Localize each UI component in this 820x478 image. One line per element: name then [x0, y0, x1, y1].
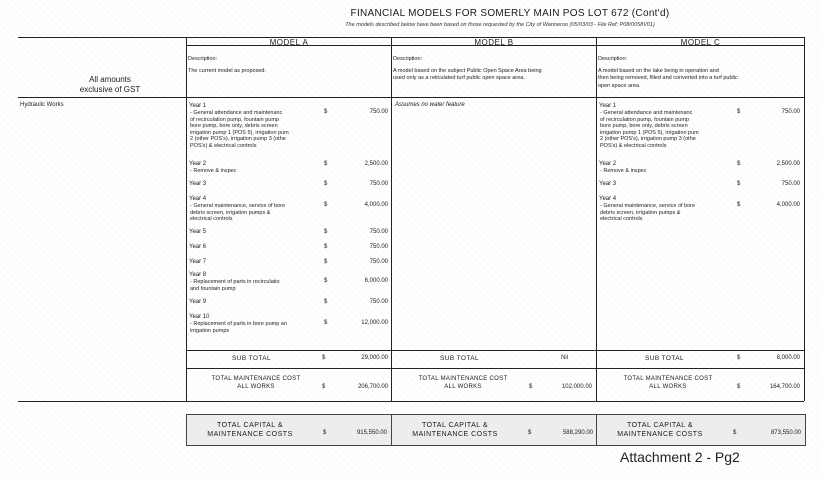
capital-label-line-2: MAINTENANCE COSTS: [617, 430, 703, 438]
year-amount: 750.00: [369, 299, 388, 305]
amounts-label: [55, 75, 165, 95]
model-b-capital-box: [391, 414, 598, 446]
year-amount: 750.00: [369, 229, 388, 235]
model-b-capital-dollar: $: [528, 430, 532, 436]
model-a-subtotal-value: 29,000.00: [361, 355, 388, 361]
model-b-subtotal-label: SUB TOTAL: [440, 355, 480, 362]
year-amount: 750.00: [369, 109, 388, 115]
model-a-capital-box: [186, 414, 392, 446]
description-label: Description:: [188, 56, 218, 62]
model-b-total-maintenance-label: [403, 376, 523, 391]
model-c-capital-value: 873,550.00: [770, 430, 801, 436]
model-c-capital-box: [596, 414, 806, 446]
year-label: Year 10: [189, 314, 210, 320]
description-label: Description:: [393, 56, 423, 62]
year-label: Year 4: [599, 196, 617, 202]
year-description-line: POS's) & electrical controls: [190, 142, 257, 149]
capital-label-line-1: TOTAL CAPITAL &: [421, 422, 489, 429]
maintenance-row-border: [186, 368, 804, 369]
year-description-line: - Replacement of parts in recirculatio: [190, 279, 280, 285]
year-dollar-sign: $: [737, 161, 741, 167]
description-text-line-1: A model based on the subject Public Open Space Area being: [393, 67, 542, 74]
model-c-capital-label: [605, 422, 715, 439]
year-description-line: 2 (other POS's), irrigation pump 3 (othe: [600, 136, 696, 142]
document-title: FINANCIAL MODELS FOR SOMERLY MAIN POS LOT 672 (Cont'd): [350, 8, 670, 19]
description-text-line-2: then being removed, filled and converted into a turf public: [598, 75, 738, 81]
model-c-subtotal-dollar: $: [737, 355, 741, 361]
model-b-row-note: Assumes no water feature: [395, 102, 465, 108]
model-b-description: [393, 56, 593, 83]
year-dollar-sign: $: [324, 229, 328, 235]
table-right-border: [804, 37, 805, 401]
model-a-total-maintenance-value: 206,700.00: [357, 384, 388, 390]
year-description-line: - Remove & inspec: [600, 168, 647, 174]
capital-label-line-2: MAINTENANCE COSTS: [412, 430, 498, 438]
year-description-line: 2 (other POS's), irrigation pump 3 (othe: [190, 136, 286, 142]
year-description-line: irrigation pump 1 (POS 5), irrigation pum: [190, 129, 289, 136]
row-label-hydraulic-works: Hydraulic Works: [20, 102, 64, 108]
year-description-line: electrical controls: [600, 216, 643, 222]
year-amount: 2,500.00: [776, 161, 800, 167]
year-dollar-sign: $: [324, 244, 328, 250]
column-divider-a: [186, 37, 187, 401]
capital-label-line-1: TOTAL CAPITAL &: [626, 422, 694, 429]
year-description-line: of recirculation pump, fountain pump: [600, 116, 689, 123]
year-label: Year 5: [189, 229, 207, 235]
total-maintenance-line-2: ALL WORKS: [444, 383, 482, 390]
document-subtitle: The models described below have been based on those requested by the City of Wanneroo (05/03/03 - File Ref: P08/0058V01): [345, 22, 655, 28]
year-label: Year 2: [189, 161, 207, 167]
column-divider-c: [596, 37, 597, 401]
model-c-header: MODEL C: [680, 38, 721, 47]
description-text-line-2: used only as a reticulated turf public open space area.: [393, 75, 525, 81]
year-description-line: - General attendance and maintenanc: [600, 110, 693, 116]
year-label: Year 9: [189, 299, 207, 305]
amounts-label-line-1: All amounts: [89, 75, 131, 84]
year-amount: 750.00: [369, 244, 388, 250]
year-amount: 750.00: [781, 181, 800, 187]
model-a-subtotal-dollar: $: [322, 355, 326, 361]
year-amount: 750.00: [781, 109, 800, 115]
model-c-description: [598, 56, 802, 90]
total-maintenance-line-1: TOTAL MAINTENANCE COST: [623, 376, 713, 382]
model-b-total-maintenance-value: 102,000.00: [561, 384, 592, 390]
year-label: Year 6: [189, 244, 207, 250]
amounts-label-line-2: exclusive of GST: [79, 85, 141, 94]
attachment-page-label: Attachment 2 - Pg2: [620, 449, 740, 465]
year-label: Year 8: [189, 272, 207, 278]
model-a-header: MODEL A: [269, 38, 309, 47]
model-b-header: MODEL B: [474, 38, 514, 47]
year-label: Year 3: [189, 181, 207, 187]
year-amount: 750.00: [369, 181, 388, 187]
model-c-capital-dollar: $: [733, 430, 737, 436]
year-amount: 12,000.00: [361, 320, 388, 326]
year-dollar-sign: $: [737, 202, 741, 208]
model-c-total-maintenance-dollar: $: [737, 384, 741, 390]
year-dollar-sign: $: [737, 109, 741, 115]
total-maintenance-line-2: ALL WORKS: [237, 383, 275, 390]
model-b-total-maintenance-dollar: $: [529, 384, 533, 390]
year-label: Year 1: [599, 103, 617, 109]
year-description-line: of recirculation pump, fountain pump: [190, 116, 279, 123]
column-divider-b: [391, 37, 392, 401]
model-a-capital-label: [195, 422, 305, 439]
model-a-capital-dollar: $: [323, 430, 327, 436]
description-text-line-3: open space area.: [598, 82, 641, 89]
year-label: Year 4: [189, 196, 207, 202]
model-c-subtotal-value: 8,000.00: [776, 355, 800, 361]
year-label: Year 2: [599, 161, 617, 167]
year-description-line: irrigation pump 1 (POS 5), irrigation pum: [600, 129, 699, 136]
model-b-capital-label: [400, 422, 510, 439]
year-description-line: POS's) & electrical controls: [600, 142, 667, 149]
year-description-line: electrical controls: [190, 216, 233, 222]
year-label: Year 3: [599, 181, 617, 187]
total-maintenance-line-1: TOTAL MAINTENANCE COST: [418, 376, 508, 382]
capital-label-line-1: TOTAL CAPITAL &: [216, 422, 284, 429]
year-dollar-sign: $: [324, 320, 328, 326]
subtotal-row-border: [186, 350, 804, 351]
year-amount: 2,500.00: [364, 161, 388, 167]
description-text: The current model as proposed.: [188, 67, 266, 74]
model-c-subtotal-label: SUB TOTAL: [645, 355, 685, 362]
year-description-line: debris screen, irrigation pumps &: [600, 209, 681, 216]
year-description-line: - General maintenance, service of bore: [600, 203, 696, 209]
model-c-total-maintenance-value: 164,700.00: [769, 384, 800, 390]
model-a-description: [188, 56, 388, 75]
year-dollar-sign: $: [324, 202, 328, 208]
year-description-line: - General maintenance, service of bore: [190, 203, 286, 209]
model-a-total-maintenance-dollar: $: [322, 384, 326, 390]
year-dollar-sign: $: [324, 299, 328, 305]
description-label: Description:: [598, 56, 628, 62]
table-bottom-border: [18, 401, 804, 402]
year-label: Year 1: [189, 103, 207, 109]
year-dollar-sign: $: [737, 181, 741, 187]
year-description-line: debris screen, irrigation pumps &: [190, 209, 271, 216]
model-b-subtotal-value: Nil: [561, 355, 568, 361]
total-maintenance-line-1: TOTAL MAINTENANCE COST: [211, 376, 301, 382]
total-maintenance-line-2: ALL WORKS: [649, 383, 687, 390]
model-a-subtotal-label: SUB TOTAL: [232, 355, 272, 362]
model-b-capital-value: 588,290.00: [562, 430, 593, 436]
year-description-line: irrigation pumps: [190, 327, 230, 334]
year-dollar-sign: $: [324, 109, 328, 115]
year-label: Year 7: [189, 259, 207, 265]
year-dollar-sign: $: [324, 259, 328, 265]
year-dollar-sign: $: [324, 181, 328, 187]
year-description-line: and fountain pump: [190, 285, 236, 292]
description-text-line-1: A model based on the lake being in operation and: [598, 67, 719, 74]
capital-label-line-2: MAINTENANCE COSTS: [207, 430, 293, 438]
model-a-total-maintenance-label: [196, 376, 316, 391]
year-amount: 750.00: [369, 259, 388, 265]
year-amount: 6,000.00: [364, 278, 388, 284]
year-description-line: bore pump, bore only, debris screen: [600, 123, 688, 129]
description-row-border: [18, 97, 804, 98]
year-dollar-sign: $: [324, 161, 328, 167]
year-dollar-sign: $: [324, 278, 328, 284]
model-a-capital-value: 915,550.00: [356, 430, 387, 436]
year-description-line: bore pump, bore only, debris screen: [190, 123, 278, 129]
year-amount: 4,000.00: [364, 202, 388, 208]
model-c-total-maintenance-label: [608, 376, 728, 391]
year-description-line: - General attendance and maintenanc: [190, 110, 283, 116]
year-description-line: - Replacement of parts in bore pump an: [190, 321, 287, 327]
year-description-line: - Remove & inspec: [190, 168, 237, 174]
year-amount: 4,000.00: [776, 202, 800, 208]
